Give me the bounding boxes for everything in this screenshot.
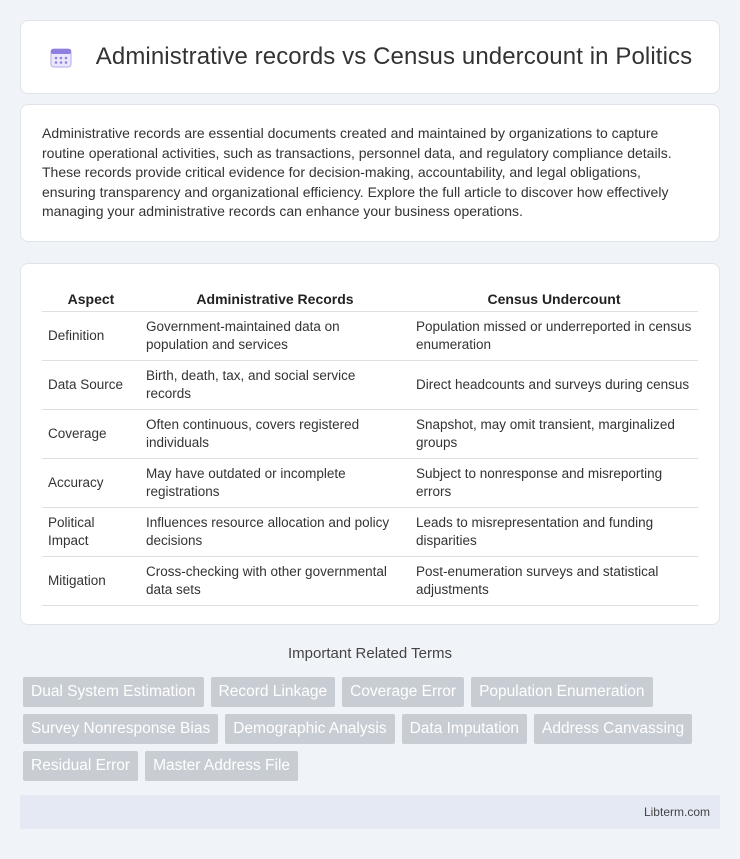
footer	[20, 795, 720, 829]
table-row	[42, 458, 698, 507]
table-row	[42, 311, 698, 360]
related-term-tag[interactable]: Data Imputation	[402, 714, 527, 744]
row-census-undercount: Population missed or underreported in census enumeration	[410, 311, 698, 360]
row-aspect: Data Source	[42, 360, 140, 409]
row-administrative-records: Government-maintained data on population and services	[140, 311, 410, 360]
header-administrative-records: Administrative Records	[140, 284, 410, 311]
header-card	[20, 20, 720, 94]
related-term-tag[interactable]: Residual Error	[23, 751, 138, 781]
row-census-undercount: Direct headcounts and surveys during census	[410, 360, 698, 409]
related-terms-title: Important Related Terms	[288, 645, 452, 662]
related-term-tag[interactable]: Demographic Analysis	[225, 714, 394, 744]
row-census-undercount: Post-enumeration surveys and statistical adjustments	[410, 556, 698, 605]
comparison-table-card	[20, 263, 720, 625]
related-term-tag[interactable]: Coverage Error	[342, 677, 464, 707]
related-term-tag[interactable]: Master Address File	[145, 751, 298, 781]
related-term-tag[interactable]: Address Canvassing	[534, 714, 692, 744]
summary-text: Administrative records are essential documents created and maintained by organizations to capture routine operational activities, such as transactions, personnel data, and regulatory compliance details. These records provide critical evidence for decision-making, accountability, and legal obligations, ensuring transparency and organizational efficiency. Explore the full article to discover how effectively managing your administrative records can enhance your business operations.	[42, 125, 672, 220]
row-administrative-records: Birth, death, tax, and social service records	[140, 360, 410, 409]
header-census-undercount: Census Undercount	[410, 284, 698, 311]
related-term-tag[interactable]: Dual System Estimation	[23, 677, 204, 707]
table-header-row	[42, 284, 698, 311]
table-row	[42, 409, 698, 458]
row-aspect: Political Impact	[42, 507, 140, 556]
related-term-tag[interactable]: Record Linkage	[211, 677, 336, 707]
calendar-icon	[48, 44, 74, 70]
row-aspect: Accuracy	[42, 458, 140, 507]
row-aspect: Mitigation	[42, 556, 140, 605]
row-administrative-records: May have outdated or incomplete registrations	[140, 458, 410, 507]
header-aspect: Aspect	[42, 284, 140, 311]
table-row	[42, 507, 698, 556]
row-census-undercount: Leads to misrepresentation and funding disparities	[410, 507, 698, 556]
table-row	[42, 360, 698, 409]
row-aspect: Coverage	[42, 409, 140, 458]
summary-card	[20, 104, 720, 242]
page-title: Administrative records vs Census undercount in Politics	[95, 43, 693, 70]
row-census-undercount: Subject to nonresponse and misreporting errors	[410, 458, 698, 507]
row-census-undercount: Snapshot, may omit transient, marginalized groups	[410, 409, 698, 458]
row-administrative-records: Cross-checking with other governmental data sets	[140, 556, 410, 605]
table-row	[42, 556, 698, 605]
row-administrative-records: Influences resource allocation and policy decisions	[140, 507, 410, 556]
row-administrative-records: Often continuous, covers registered individuals	[140, 409, 410, 458]
related-term-tag[interactable]: Population Enumeration	[471, 677, 652, 707]
related-term-tag[interactable]: Survey Nonresponse Bias	[23, 714, 218, 744]
footer-brand-link[interactable]: Libterm.com	[643, 805, 710, 819]
comparison-table	[42, 284, 698, 606]
row-aspect: Definition	[42, 311, 140, 360]
related-terms-list	[23, 677, 723, 781]
